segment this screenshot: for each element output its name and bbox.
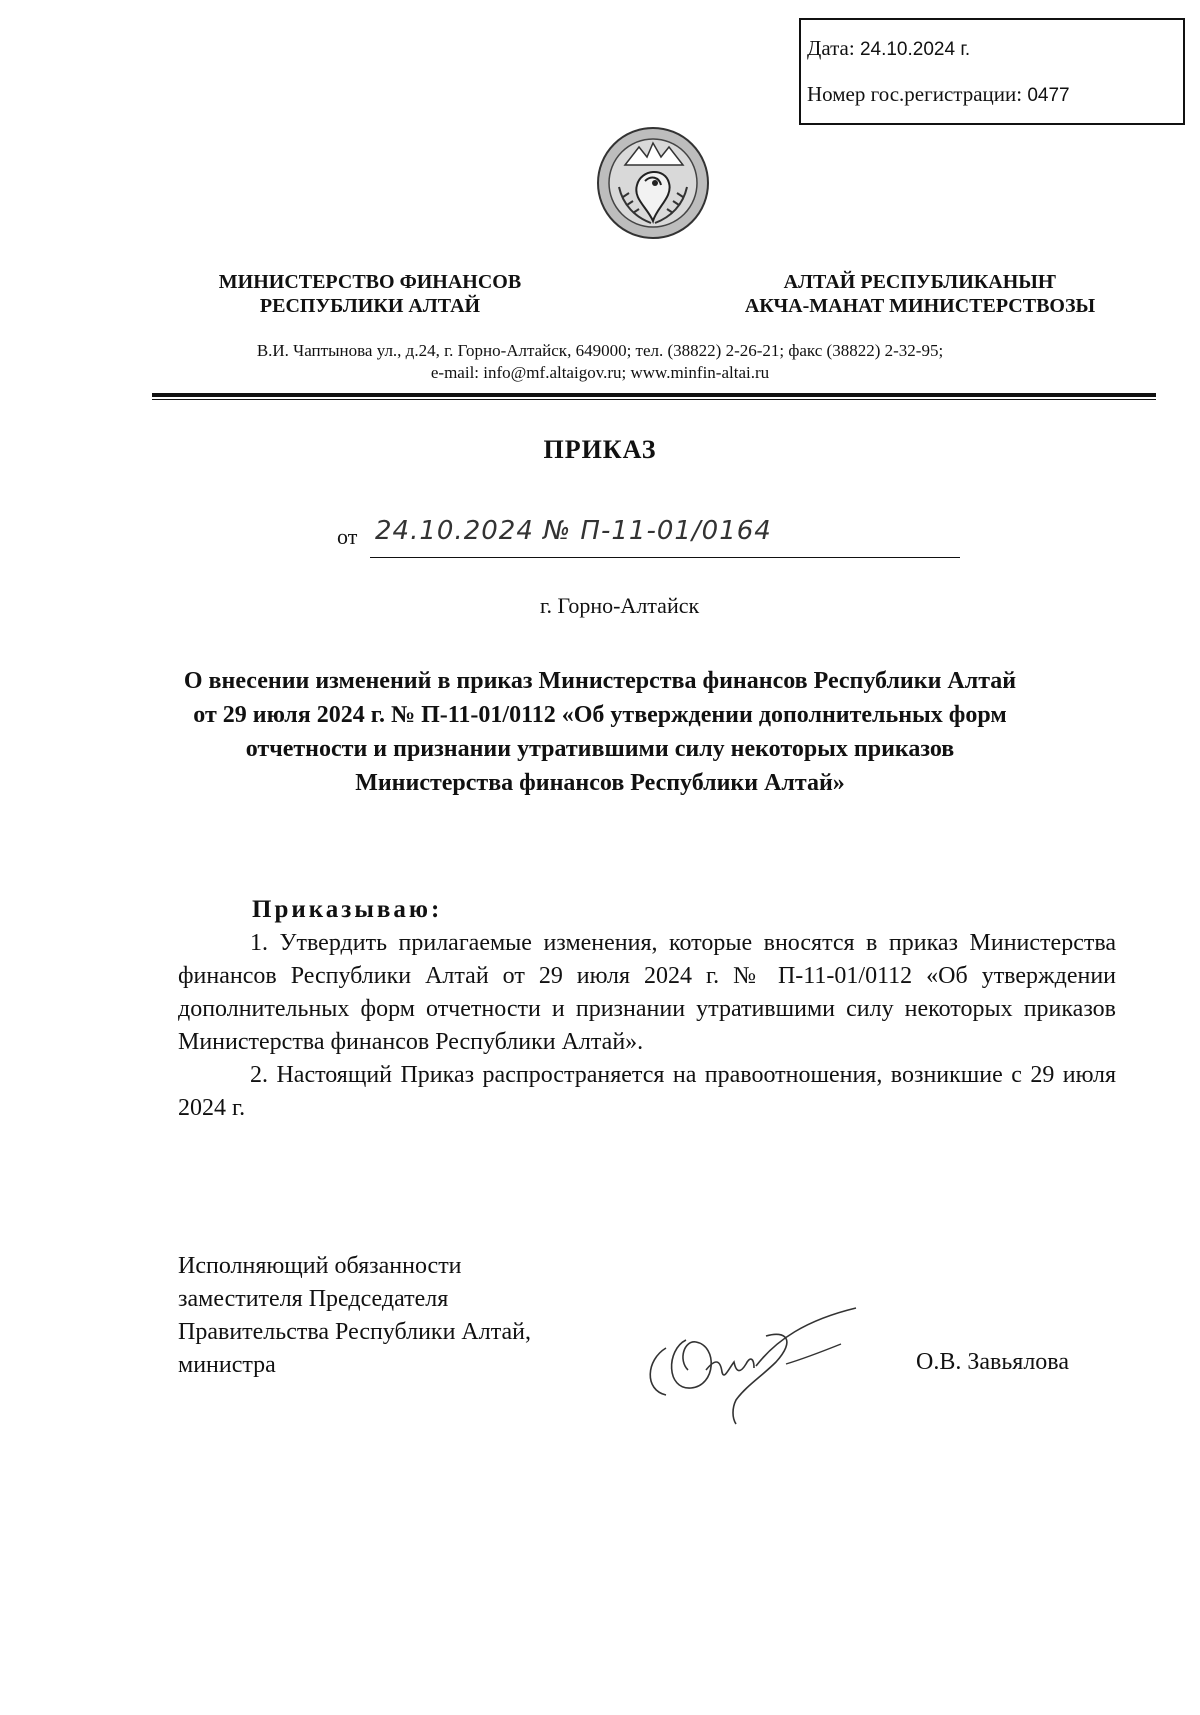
ministry-name-altai-line1: АЛТАЙ РЕСПУБЛИКАНЫҤ [783,271,1057,293]
signer-position-line3: Правительства Республики Алтай, [178,1319,532,1345]
ministry-address [140,340,1060,384]
registration-date-row [807,36,970,62]
ministry-name-russian-line2: РЕСПУБЛИКИ АЛТАЙ [259,295,481,317]
decree-word: Приказываю: [252,896,443,923]
ministry-name-russian-line1: МИНИСТЕРСТВО ФИНАНСОВ [218,271,522,293]
header-divider-thin [152,399,1156,400]
registration-date-label: Дата: [807,36,855,60]
signer-position-line2: заместителя Председателя [178,1286,449,1312]
handwritten-date-number: 24.10.2024 № П-11-01/0164 [375,516,772,546]
registration-number-label: Номер гос.регистрации: [807,82,1023,106]
header-divider-thick [152,393,1156,397]
address-line1: В.И. Чаптынова ул., д.24, г. Горно-Алтайск, 649000; тел. (38822) 2-26-21; факс (38822) 2-32-95; [256,341,944,360]
document-date-line [337,516,772,550]
document-subject: О внесении изменений в приказ Министерства финансов Республики Алтай от 29 июля 2024 г. № П-11-01/0112 «Об утверждении дополнительных форм отчетности и признании утратившими силу некоторых приказов Министерства финансов Республики Алтай» [183,668,1017,796]
signer-position [178,1250,531,1382]
document-title: ПРИКАЗ [543,435,657,464]
date-underline [370,557,960,558]
registration-stamp [799,18,1185,125]
registration-number-row [807,82,1070,108]
ministry-name-altai [700,270,1140,318]
ministry-name-russian [160,270,580,318]
signer-position-line4: министра [178,1352,276,1378]
ministry-name-altai-line2: АКЧА-МАНАТ МИНИСТЕРСТВОЗЫ [744,295,1096,317]
date-prefix: от [337,524,358,549]
handwritten-signature-icon [636,1300,886,1430]
document-body [178,927,1116,1125]
signer-position-line1: Исполняющий обязанности [178,1253,462,1279]
paragraph-2: 2. Настоящий Приказ распространяется на правоотношения, возникшие с 29 июля 2024 г. [178,1062,1116,1121]
document-city: г. Горно-Алтайск [540,593,700,618]
signer-name: О.В. Завьялова [916,1349,1069,1375]
paragraph-1: 1. Утвердить прилагаемые изменения, которые вносятся в приказ Министерства финансов Республики Алтай от 29 июля 2024 г. № П-11-01/0112 «Об утверждении дополнительных форм отчетности и признании утратившими силу некоторых приказов Министерства финансов Республики Алтай». [178,930,1116,1055]
registration-number-value: 0477 [1027,85,1070,106]
registration-date-value: 24.10.2024 г. [859,39,971,60]
address-line2: e-mail: info@mf.altaigov.ru; www.minfin-altai.ru [430,363,770,382]
altai-republic-emblem-icon [595,125,711,241]
